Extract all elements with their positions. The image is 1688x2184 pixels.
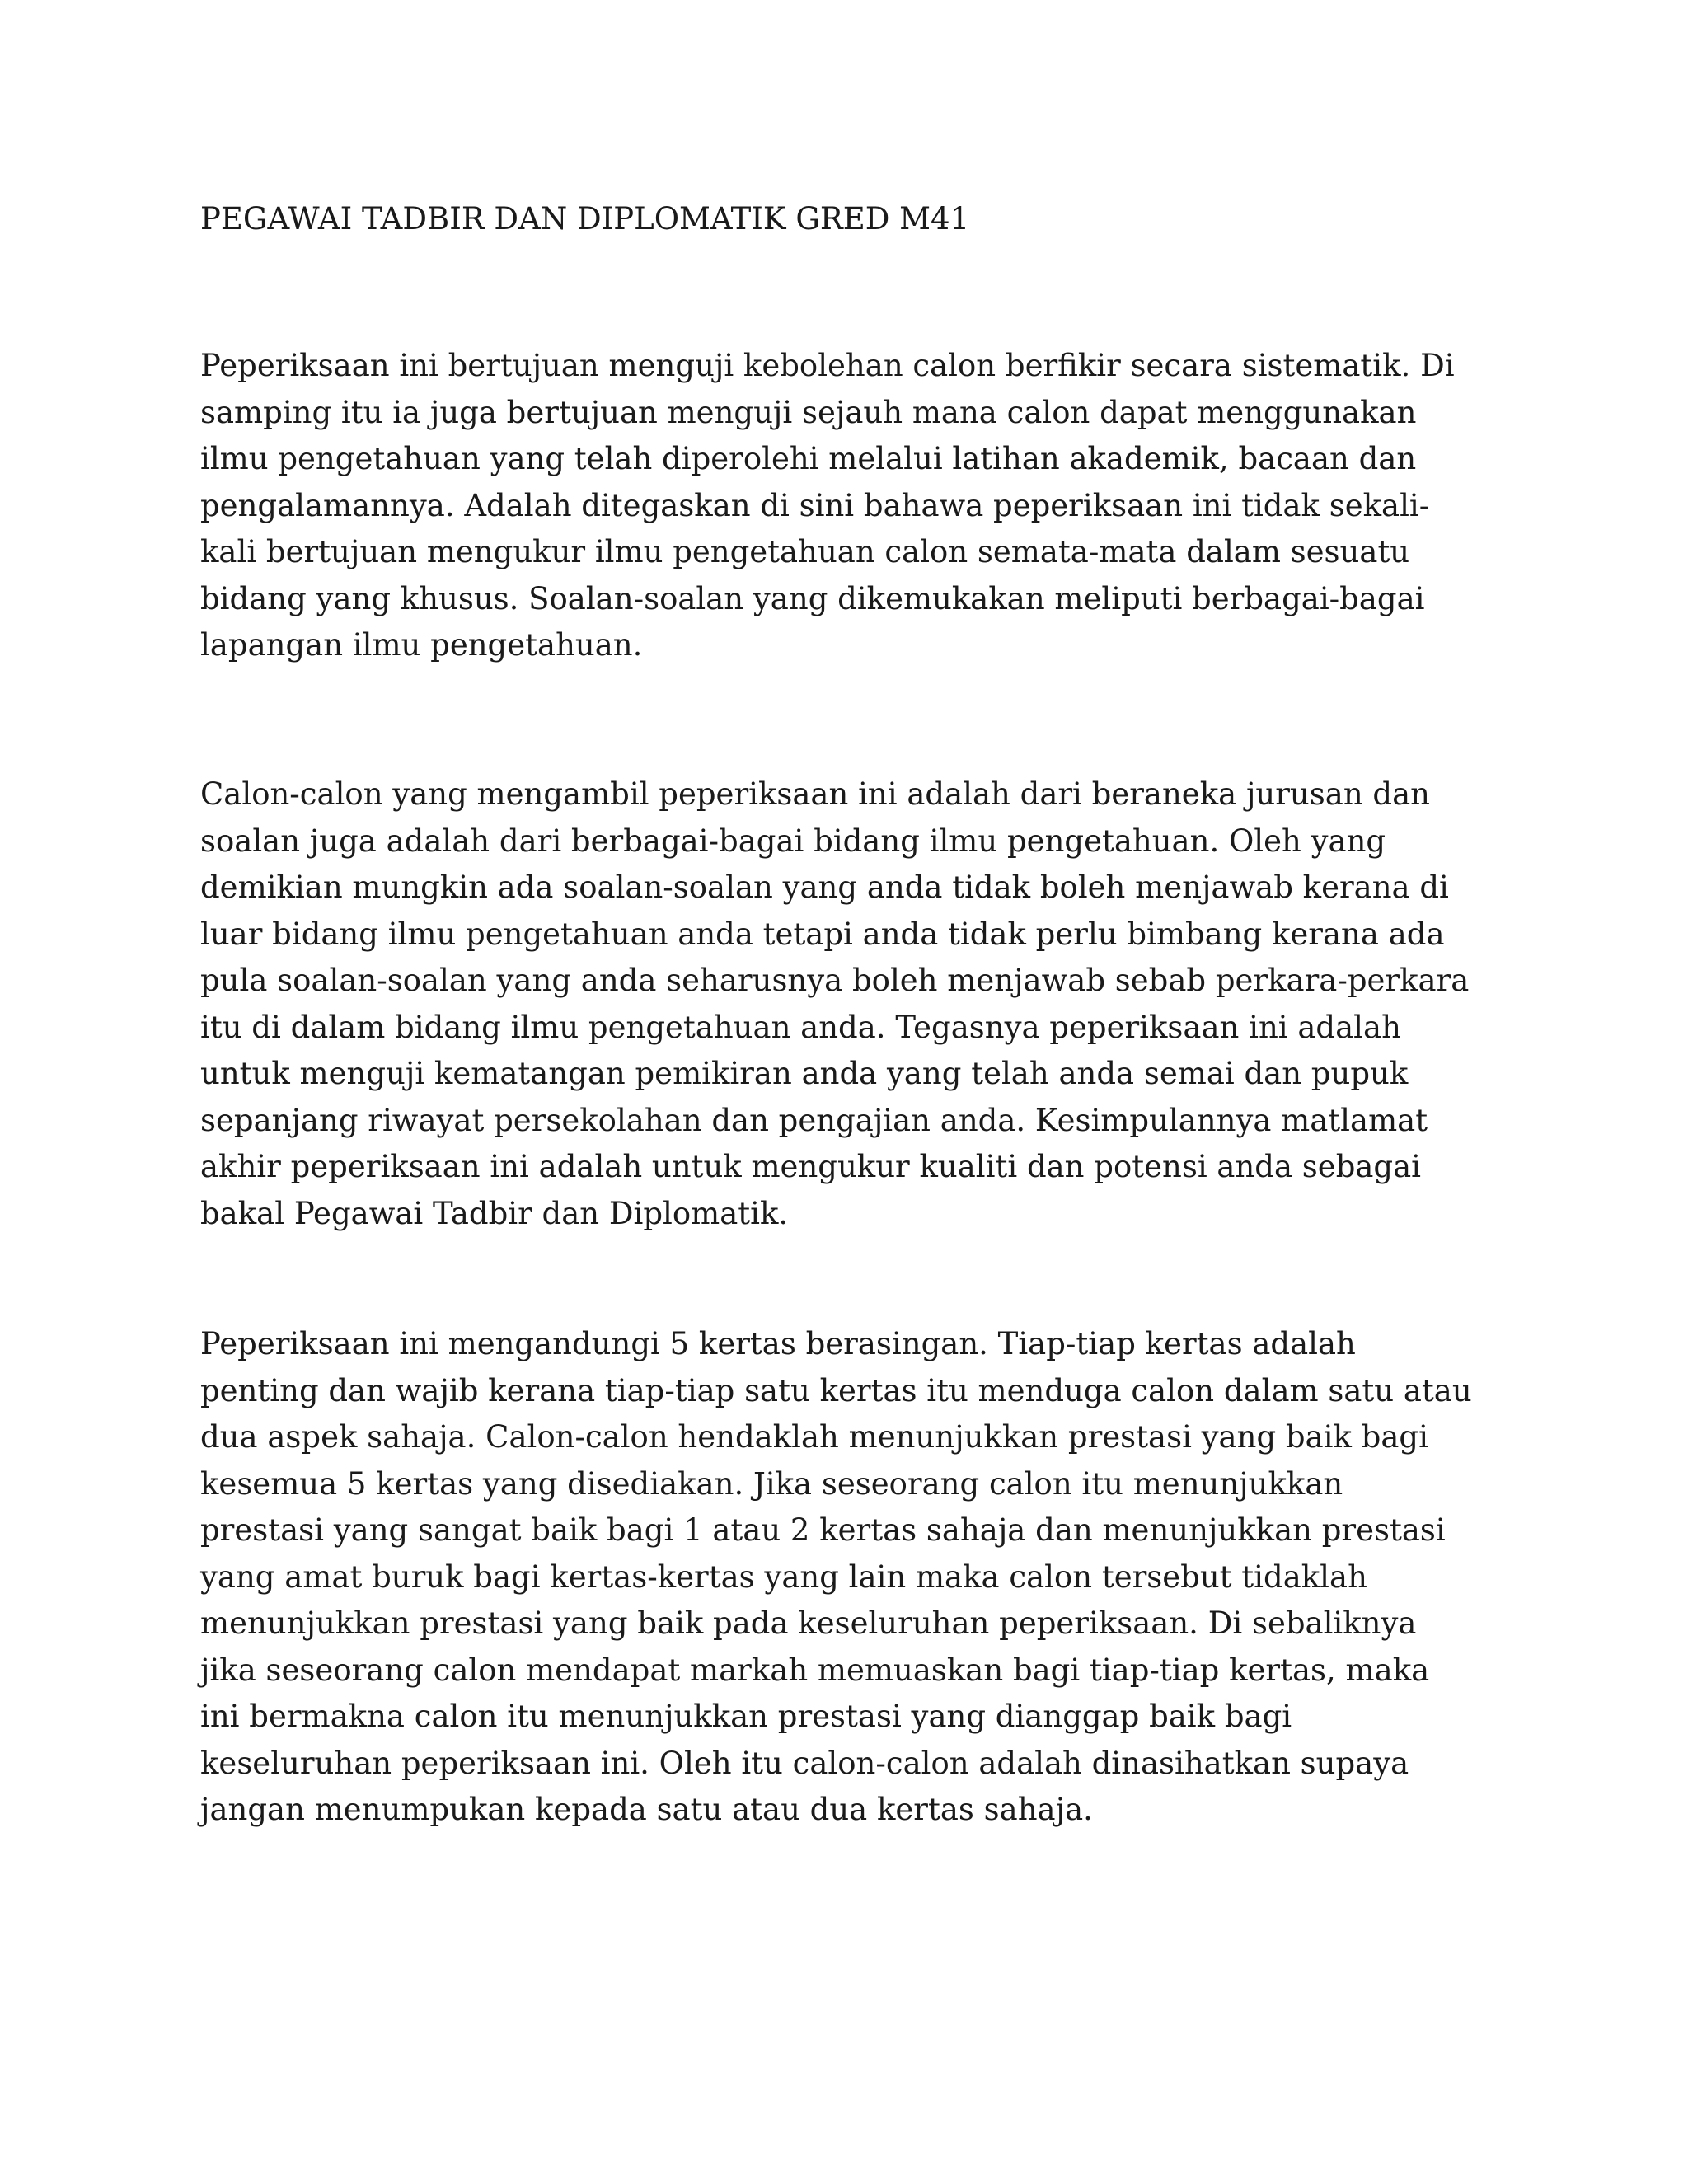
paragraph-line: keseluruhan peperiksaan ini. Oleh itu calon-calon adalah dinasihatkan supaya xyxy=(200,1745,1409,1781)
paragraph-line: lapangan ilmu pengetahuan. xyxy=(200,627,643,663)
paragraph-line: ilmu pengetahuan yang telah diperolehi melalui latihan akademik, bacaan dan xyxy=(200,441,1417,476)
paragraph-line: sepanjang riwayat persekolahan dan pengajian anda. Kesimpulannya matlamat xyxy=(200,1102,1428,1138)
document-title: PEGAWAI TADBIR DAN DIPLOMATIK GRED M41 xyxy=(200,201,970,237)
paragraph-line: luar bidang ilmu pengetahuan anda tetapi anda tidak perlu bimbang kerana ada xyxy=(200,916,1445,952)
paragraph-line: soalan juga adalah dari berbagai-bagai bidang ilmu pengetahuan. Oleh yang xyxy=(200,823,1386,859)
paragraph-line: yang amat buruk bagi kertas-kertas yang lain maka calon tersebut tidaklah xyxy=(200,1558,1367,1595)
paragraph-line: menunjukkan prestasi yang baik pada keseluruhan peperiksaan. Di sebaliknya xyxy=(200,1605,1417,1641)
paragraph-line: penting dan wajib kerana tiap-tiap satu kertas itu menduga calon dalam satu atau xyxy=(200,1372,1472,1408)
paragraph-1 xyxy=(200,343,1455,669)
paragraph-line: pula soalan-soalan yang anda seharusnya boleh menjawab sebab perkara-perkara xyxy=(200,963,1470,998)
paragraph-3 xyxy=(200,1321,1472,1834)
paragraph-line: dua aspek sahaja. Calon-calon hendaklah menunjukkan prestasi yang baik bagi xyxy=(200,1419,1428,1455)
paragraph-line: prestasi yang sangat baik bagi 1 atau 2 kertas sahaja dan menunjukkan prestasi xyxy=(200,1512,1446,1548)
paragraph-line: bakal Pegawai Tadbir dan Diplomatik. xyxy=(200,1195,789,1231)
paragraph-line: demikian mungkin ada soalan-soalan yang anda tidak boleh menjawab kerana di xyxy=(200,869,1449,905)
paragraph-line: akhir peperiksaan ini adalah untuk mengukur kualiti dan potensi anda sebagai xyxy=(200,1149,1422,1184)
paragraph-line: itu di dalam bidang ilmu pengetahuan anda. Tegasnya peperiksaan ini adalah xyxy=(200,1009,1401,1045)
paragraph-line: jika seseorang calon mendapat markah memuaskan bagi tiap-tiap kertas, maka xyxy=(200,1652,1430,1688)
paragraph-line: samping itu ia juga bertujuan menguji sejauh mana calon dapat menggunakan xyxy=(200,394,1417,430)
paragraph-line: kesemua 5 kertas yang disediakan. Jika seseorang calon itu menunjukkan xyxy=(200,1465,1343,1502)
paragraph-line: Calon-calon yang mengambil peperiksaan ini adalah dari beraneka jurusan dan xyxy=(200,776,1430,812)
paragraph-line: jangan menumpukan kepada satu atau dua kertas sahaja. xyxy=(200,1792,1093,1827)
paragraph-line: Peperiksaan ini bertujuan menguji kebolehan calon berfikir secara sistematik. Di xyxy=(200,348,1455,383)
paragraph-line: pengalamannya. Adalah ditegaskan di sini bahawa peperiksaan ini tidak sekali- xyxy=(200,487,1430,523)
paragraph-line: untuk menguji kematangan pemikiran anda yang telah anda semai dan pupuk xyxy=(200,1056,1409,1091)
paragraph-line: ini bermakna calon itu menunjukkan prestasi yang dianggap baik bagi xyxy=(200,1699,1292,1734)
paragraph-line: kali bertujuan mengukur ilmu pengetahuan calon semata-mata dalam sesuatu xyxy=(200,534,1410,569)
paragraph-line: Peperiksaan ini mengandungi 5 kertas berasingan. Tiap-tiap kertas adalah xyxy=(200,1326,1356,1361)
paragraph-2 xyxy=(200,771,1469,1237)
document-content xyxy=(200,196,1503,1827)
paragraph-line: bidang yang khusus. Soalan-soalan yang dikemukakan meliputi berbagai-bagai xyxy=(200,580,1425,616)
